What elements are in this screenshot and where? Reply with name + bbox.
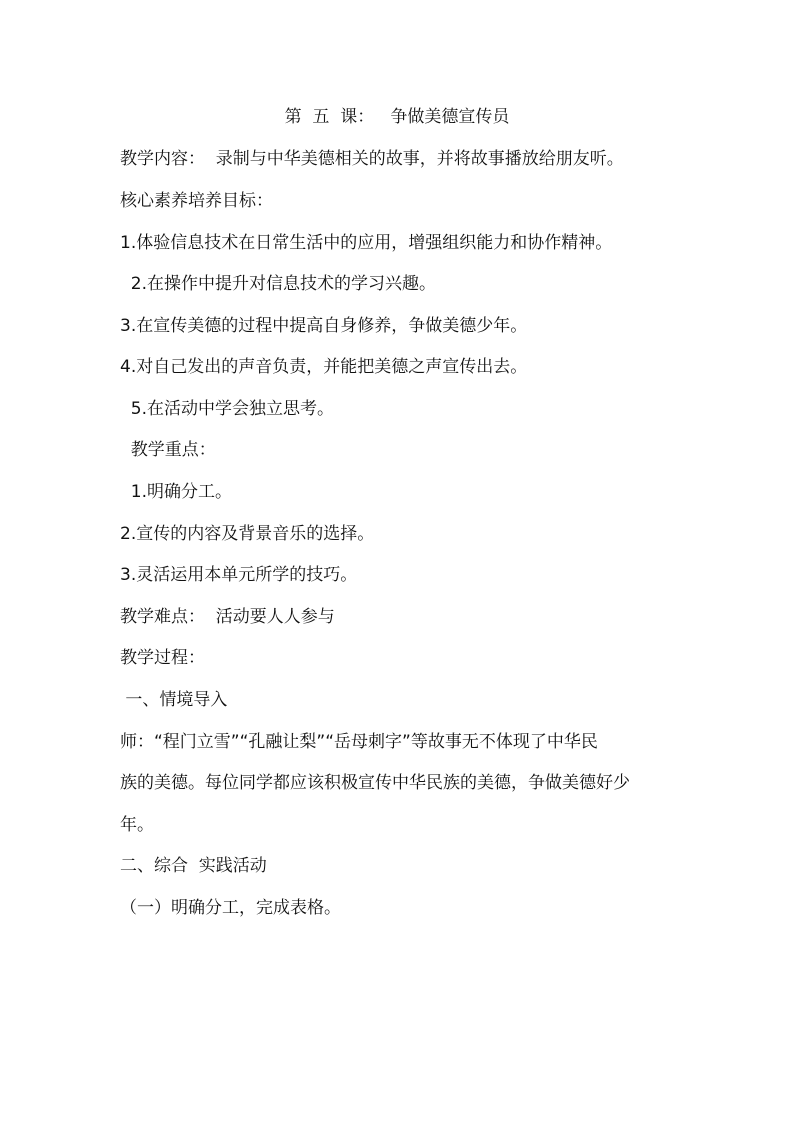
core-goals-heading: 核心素养培养目标： [120,191,273,211]
key-point-3: 3.灵活运用本单元所学的技巧。 [120,565,358,585]
subsection-1-heading: （一）明确分工，完成表格。 [120,898,341,918]
teacher-paragraph-line-2: 族的美德。每位同学都应该积极宣传中华民族的美德，争做美德好少 [120,773,630,793]
goal-item-5: 5.在活动中学会独立思考。 [120,399,335,419]
lesson-title: 第 五 课： 争做美德宣传员 [284,107,510,127]
goal-item-3: 3.在宣传美德的过程中提高自身修养，争做美德少年。 [120,316,528,336]
section-1-heading: 一、情境导入 [120,690,228,710]
goal-item-1: 1.体验信息技术在日常生活中的应用，增强组织能力和协作精神。 [120,233,613,253]
difficulty-line: 教学难点： 活动要人人参与 [120,607,335,627]
teacher-paragraph-line-1: 师：“程门立雪”“孔融让梨”“岳母刺字”等故事无不体现了中华民 [120,732,598,752]
process-heading: 教学过程： [120,648,205,668]
goal-item-2: 2.在操作中提升对信息技术的学习兴趣。 [120,274,437,294]
section-2-heading: 二、综合 实践活动 [120,856,267,876]
key-points-heading: 教学重点： [120,440,216,460]
goal-item-4: 4.对自己发出的声音负责，并能把美德之声宣传出去。 [120,357,528,377]
key-point-2: 2.宣传的内容及背景音乐的选择。 [120,524,375,544]
teacher-paragraph-line-3: 年。 [120,815,154,835]
key-point-1: 1.明确分工。 [120,482,233,502]
teaching-content: 教学内容： 录制与中华美德相关的故事，并将故事播放给朋友听。 [120,149,624,169]
